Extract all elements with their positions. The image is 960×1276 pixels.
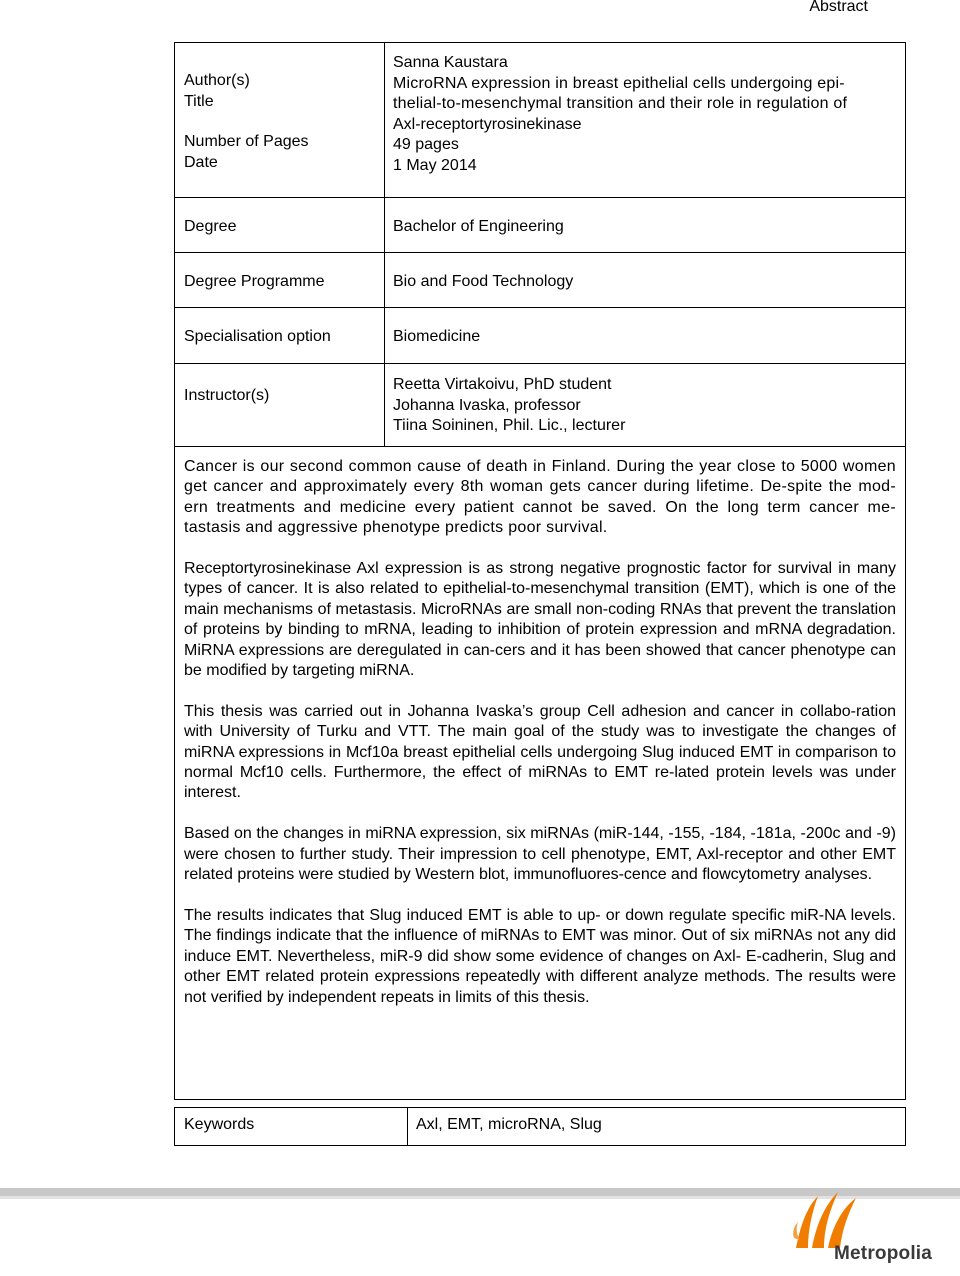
instructors-label: Instructor(s)	[184, 387, 270, 404]
row-divider	[175, 252, 905, 253]
date-value: 1 May 2014	[393, 157, 477, 174]
page-header: Abstract	[809, 0, 868, 15]
row-divider	[175, 363, 905, 364]
date-label: Date	[184, 154, 218, 171]
title-value-line: MicroRNA expression in breast epithelial cells undergoing epi-	[393, 75, 845, 92]
specialisation-value: Biomedicine	[393, 328, 481, 345]
column-divider	[384, 43, 385, 446]
abstract-form-frame	[174, 42, 906, 1100]
keywords-box	[174, 1107, 906, 1146]
metropolia-logo-icon	[790, 1188, 900, 1250]
pages-value: 49 pages	[393, 136, 459, 153]
abstract-paragraph: Based on the changes in miRNA expression, six miRNAs (miR-144, -155, -184, -181a, -200c and -9) were chosen to further study. Their impression to cell phenotype, EMT, Axl-receptor and other EMT related proteins were studied by Western blot, immunofluores-cence and flowcytometry analyses.	[184, 825, 896, 884]
pages-label: Number of Pages	[184, 133, 309, 150]
degree-label: Degree	[184, 218, 237, 235]
programme-value: Bio and Food Technology	[393, 273, 574, 290]
title-value-line: Axl-receptortyrosinekinase	[393, 116, 582, 133]
abstract-paragraph: This thesis was carried out in Johanna Ivaska’s group Cell adhesion and cancer in collabo-ration with University of Turku and VTT. The main goal of the study was to investigate the changes of miRNA expressions in Mcf10a breast epithelial cells undergoing Slug induced EMT in comparison to normal Mcf10 cells. Furthermore, the effect of miRNAs to EMT re-lated protein levels was under interest.	[184, 702, 896, 802]
programme-label: Degree Programme	[184, 273, 325, 290]
keywords-divider	[407, 1108, 408, 1145]
row-divider	[175, 307, 905, 308]
logo-text: Metropolia	[834, 1243, 933, 1264]
row-divider	[175, 446, 905, 447]
instructor-value: Tiina Soininen, Phil. Lic., lecturer	[393, 417, 626, 434]
author-value: Sanna Kaustara	[393, 54, 508, 71]
title-label: Title	[184, 93, 214, 110]
degree-value: Bachelor of Engineering	[393, 218, 564, 235]
keywords-value: Axl, EMT, microRNA, Slug	[416, 1116, 602, 1133]
abstract-paragraph: Cancer is our second common cause of death in Finland. During the year close to 5000 women get cancer and approximately every 8th woman gets cancer during lifetime. De-spite the mod-ern treatments and medicine every patient cannot be saved. On the long term cancer me-tastasis and aggressive phenotype predicts poor survival.	[184, 458, 896, 537]
title-value-line: thelial-to-mesenchymal transition and their role in regulation of	[393, 95, 848, 112]
abstract-paragraph: Receptortyrosinekinase Axl expression is as strong negative prognostic factor for survival in many types of cancer. It is also related to epithelial-to-mesenchymal transition (EMT), which is one of the main mechanisms of metastasis. MicroRNAs are small non-coding RNAs that prevent the translation of proteins by binding to mRNA, leading to inhibition of protein expression and mRNA degradation. MiRNA expressions are deregulated in can-cers and it has been showed that cancer phenotype can be modified by targeting miRNA.	[184, 560, 896, 680]
instructor-value: Johanna Ivaska, professor	[393, 397, 581, 414]
author-label: Author(s)	[184, 72, 250, 89]
abstract-paragraph: The results indicates that Slug induced EMT is able to up- or down regulate specific miR-NA levels. The findings indicate that the influence of miRNAs to EMT was minor. Out of six miRNAs not any did induce EMT. Nevertheless, miR-9 did show some evidence of changes on Axl- E-cadherin, Slug and other EMT related protein expressions repeatedly with different analyze methods. The results were not verified by independent repeats in limits of this thesis.	[184, 906, 896, 1006]
row-divider	[175, 197, 905, 198]
specialisation-label: Specialisation option	[184, 328, 331, 345]
abstract-body	[184, 457, 896, 1028]
keywords-label: Keywords	[184, 1116, 255, 1133]
instructor-value: Reetta Virtakoivu, PhD student	[393, 376, 612, 393]
